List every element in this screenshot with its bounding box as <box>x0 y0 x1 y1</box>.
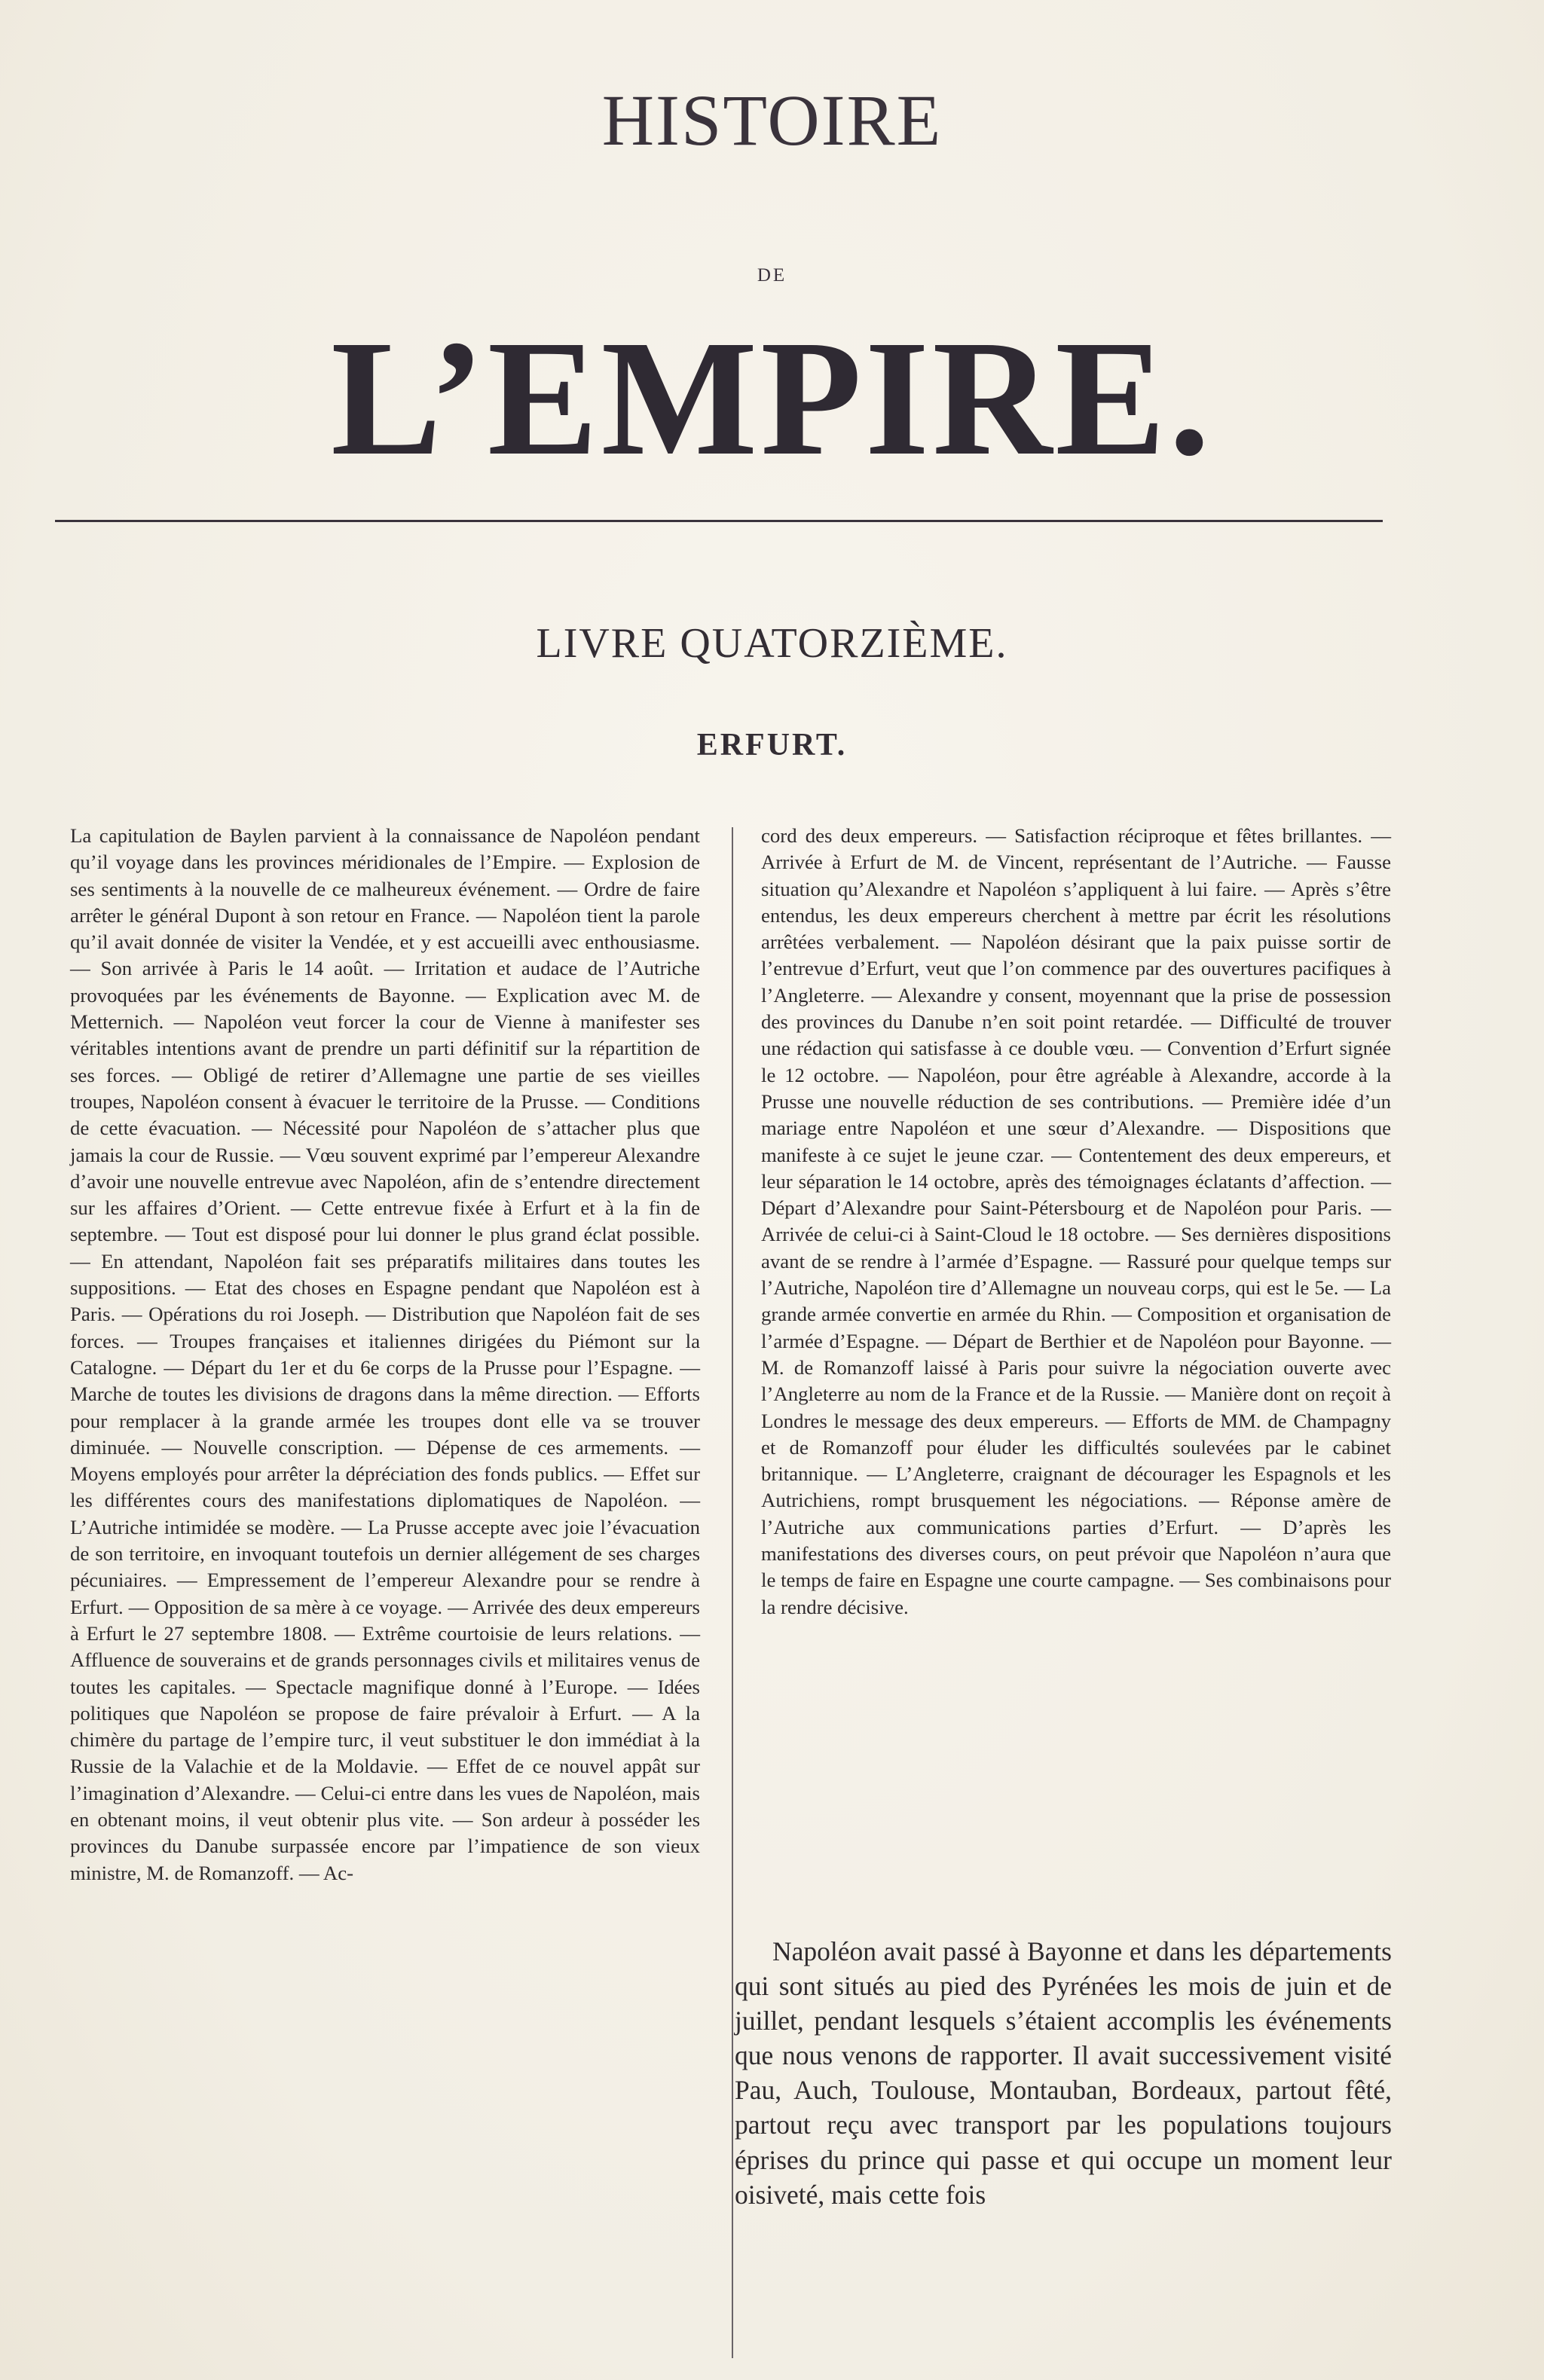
chapter-title: ERFURT. <box>696 728 848 762</box>
opening-paragraph: Napoléon avait passé à Bayonne et dans les départements qui sont situés au pied des Pyrénées les mois de juin et de juillet, pendant lesquels s’étaient accomplis les événements que nous venons de rapporter. Il avait successivement visité Pau, Auch, Toulouse, Montauban, Bordeaux, partout fêté, partout reçu avec transport par les populations toujours éprises du prince qui passe et qui occupe un moment leur oisiveté, mais cette fois <box>735 1936 1392 2210</box>
title-histoire: HISTOIRE <box>601 80 943 160</box>
summary-right-column: cord des deux empereurs. — Satisfaction réciproque et fêtes brillantes. — Arrivée à Erfurt de M. de Vincent, représentant de l’Autriche. — Fausse situation qu’Alexandre et Napoléon s’appliquent à lui faire. — Après s’être entendus, les deux empereurs cherchent à mettre par écrit les résolutions arrêtées verbalement. — Napoléon désirant que la paix puisse sortir de l’entrevue d’Erfurt, veut que l’on commence par des ouvertures pacifiques à l’Angleterre. — Alexandre y consent, moyennant que la prise de possession des provinces du Danube n’en soit point retardée. — Difficulté de trouver une rédaction qui satisfasse à ce double vœu. — Convention d’Erfurt signée le 12 octobre. — Napoléon, pour être agréable à Alexandre, accorde à la Prusse une nouvelle réduction de ses contributions. — Première idée d’un mariage entre Napoléon et une sœur d’Alexandre. — Dispositions que manifeste à ce sujet le jeune czar. — Contentement des deux empereurs, et leur séparation le 14 octobre, après des témoignages éclatants d’affection. — Départ d’Alexandre pour Saint-Pétersbourg et de Napoléon pour Paris. — Arrivée de celui-ci à Saint-Cloud le 18 octobre. — Ses dernières dispositions avant de se rendre à l’armée d’Espagne. — Rassuré pour quelque temps sur l’Autriche, Napoléon tire d’Allemagne un nouveau corps, qui est le 5e. — La grande armée convertie en armée du Rhin. — Composition et organisation de l’armée d’Espagne. — Départ de Berthier et de Napoléon pour Bayonne. — M. de Romanzoff laissé à Paris pour suivre la négociation ouverte avec l’Angleterre au nom de la France et de la Russie. — Manière dont on reçoit à Londres le message des deux empereurs. — Efforts de MM. de Champagny et de Romanzoff pour éluder les difficultés soulevées par le cabinet britannique. — L’Angleterre, craignant de décourager les Espagnols et les Autrichiens, rompt brusquement les négociations. — Réponse amère de l’Autriche aux communications parties d’Erfurt. — D’après les manifestations des diverses cours, on peut prévoir que Napoléon n’aura que le temps de faire en Espagne une courte campagne. — Ses combinaisons pour la rendre décisive. <box>761 824 1391 1618</box>
title-empire: L’EMPIRE. <box>331 306 1213 490</box>
book-title: LIVRE QUATORZIÈME. <box>536 620 1008 667</box>
summary-left-column: La capitulation de Baylen parvient à la connaissance de Napoléon pendant qu’il voyage dans les provinces méridionales de l’Empire. — Explosion de ses sentiments à la nouvelle de ce malheureux événement. — Ordre de faire arrêter le général Dupont à son retour en France. — Napoléon tient la parole qu’il avait donnée de visiter la Vendée, et y est accueilli avec enthousiasme. — Son arrivée à Paris le 14 août. — Irritation et audace de l’Autriche provoquées par les événements de Bayonne. — Explication avec M. de Metternich. — Napoléon veut forcer la cour de Vienne à manifester ses véritables intentions avant de prendre un parti définitif sur la répartition de ses forces. — Obligé de retirer d’Allemagne une partie de ses vieilles troupes, Napoléon consent à évacuer le territoire de la Prusse. — Conditions de cette évacuation. — Nécessité pour Napoléon de s’attacher plus que jamais la cour de Russie. — Vœu souvent exprimé par l’empereur Alexandre d’avoir une nouvelle entrevue avec Napoléon, afin de s’entendre directement sur les affaires d’Orient. — Cette entrevue fixée à Erfurt et à la fin de septembre. — Tout est disposé pour lui donner le plus grand éclat possible. — En attendant, Napoléon fait ses préparatifs militaires dans toutes les suppositions. — Etat des choses en Espagne pendant que Napoléon est à Paris. — Opérations du roi Joseph. — Distribution que Napoléon fait de ses forces. — Troupes françaises et italiennes dirigées du Piémont sur la Catalogne. — Départ du 1er et du 6e corps de la Prusse pour l’Espagne. — Marche de toutes les divisions de dragons dans la même direction. — Efforts pour remplacer à la grande armée les troupes dont elle va se trouver diminuée. — Nouvelle conscription. — Dépense de ces armements. — Moyens employés pour arrêter la dépréciation des fonds publics. — Effet sur les différentes cours des manifestations diplomatiques de Napoléon. — L’Autriche intimidée se modère. — La Prusse accepte avec joie l’évacuation de son territoire, en invoquant toutefois un dernier allégement de ses charges pécuniaires. — Empressement de l’empereur Alexandre pour se rendre à Erfurt. — Opposition de sa mère à ce voyage. — Arrivée des deux empereurs à Erfurt le 27 septembre 1808. — Extrême courtoisie de leurs relations. — Affluence de souverains et de grands personnages civils et militaires venus de toutes les capitales. — Spectacle magnifique donné à l’Europe. — Idées politiques que Napoléon se propose de faire prévaloir à Erfurt. — A la chimère du partage de l’empire turc, il veut substituer le don immédiat à la Russie de la Valachie et de la Moldavie. — Effet de ce nouvel appât sur l’imagination d’Alexandre. — Celui-ci entre dans les vues de Napoléon, mais en obtenant moins, il veut obtenir plus vite. — Son ardeur à posséder les provinces du Danube surpassée encore par l’impatience de son vieux ministre, M. de Romanzoff. — Ac- <box>70 824 700 1884</box>
title-rule <box>55 520 1383 522</box>
title-de: DE <box>757 265 787 286</box>
column-divider <box>732 827 733 2358</box>
